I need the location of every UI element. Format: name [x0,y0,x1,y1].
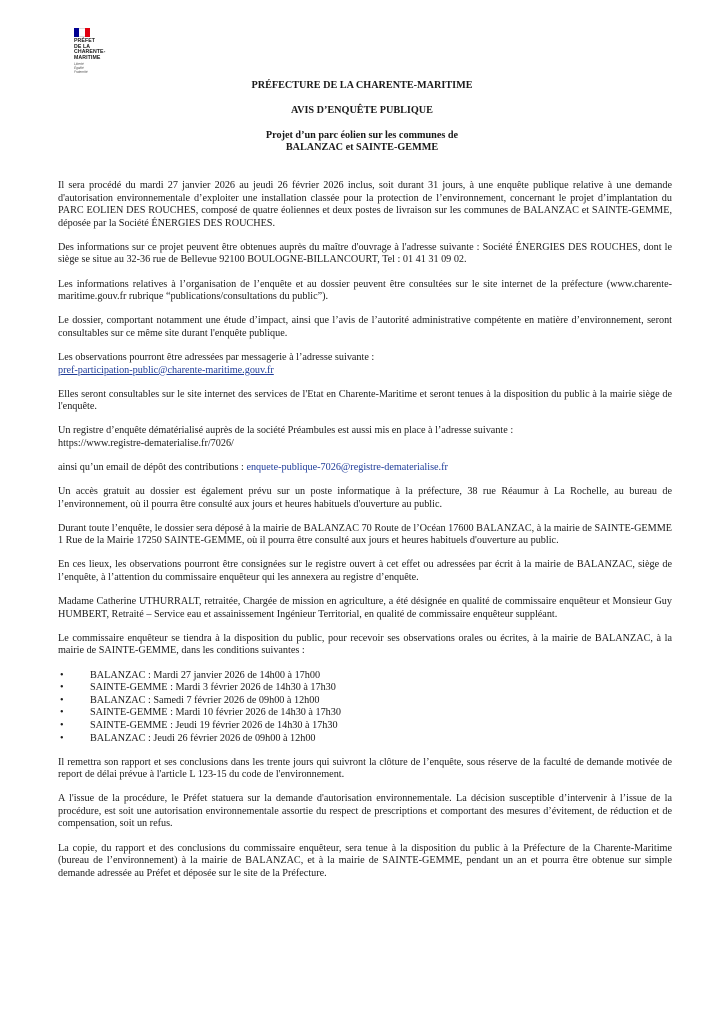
schedule-item: • SAINTE-GEMME : Mardi 10 février 2026 de 14h30 à 17h30 [60,707,341,719]
paragraph-town-halls: Durant toute l’enquête, le dossier sera déposé à la mairie de BALANZAC 70 Route de l’Océan 17600 BALANZAC, à la mairie de SAINTE-GEMME 1 Rue de la Mairie 17250 SAINTE-GEMME, où il pourra être consulté aux jours et heures habituels d'ouverture au public. [58,522,672,547]
schedule-item: • SAINTE-GEMME : Jeudi 19 février 2026 de 14h30 à 17h30 [60,719,338,731]
paragraph-observations-email [58,352,672,377]
paragraph-contribution-email [58,462,672,475]
flag-icon [74,28,90,37]
logo-motto-3: Fraternité [74,69,88,74]
paragraph-contractor: Des informations sur ce projet peuvent être obtenues auprès du maître d'ouvrage à l'adresse suivante : Société ÉNERGIES DES ROUCHES, dont le siège se situe au 32-36 rue de Bellevue 92100 BOULOGNE-BILLANCOURT, Tel : 01 41 31 09 02. [58,241,672,266]
prefecture-email-link[interactable]: pref-participation-public@charente-maritime.gouv.fr [58,364,274,376]
paragraph-register: En ces lieux, les observations pourront être consignées sur le registre ouvert à cet effet ou adressées par écrit à la mairie de BALANZAC, siège de l’enquête, à l’attention du commissaire enquêteur qui les annexera au registre d’enquête. [58,559,672,584]
paragraph-info-website: Les informations relatives à l’organisation de l’enquête et au dossier peuvent être consultées sur le site internet de la préfecture (www.charente-maritime.gouv.fr rubrique “publications/consultations du public”). [58,278,672,303]
logo-motto-2: Égalité [74,65,84,70]
paragraph-consultation: Elles seront consultables sur le site internet des services de l'Etat en Charente-Maritime et seront tenues à la disposition du public à la mairie siège de l'enquête. [58,388,672,413]
paragraph-registry [58,425,672,450]
logo-line-1: PRÉFET [74,38,96,44]
paragraph-dates: Il sera procédé du mardi 27 janvier 2026 au jeudi 26 février 2026 inclus, soit durant 31 jours, à une enquête publique relative à une demande d'autorisation environnementale d’exploiter une installation classée pour la protection de l’environnement, concernant le projet d’implantation du PARC EOLIEN DES ROUCHES, composé de quatre éoliennes et deux postes de livraison sur les communes de BALANZAC et SAINTE-GEMME, déposée par la Société ÉNERGIES DES ROUCHES. [58,180,672,229]
logo-line-2: DE LA [74,43,91,50]
contribution-email-link[interactable]: enquete-publique-7026@registre-dematerialise.fr [246,462,448,473]
paragraph-report: Il remettra son rapport et ses conclusions dans les trente jours qui suivront la clôture de l’enquête, sous réserve de la faculté de demande motivée de report de délai prévue à l'article L 123-15 du code de l'environnement. [58,756,672,781]
paragraph-copy: La copie, du rapport et des conclusions du commissaire enquêteur, sera tenue à la disposition du public à la Préfecture de la Charente-Maritime (bureau de l’environnement) à la mairie de BALANZAC, et à la mairie de SAINTE-GEMME, pendant un an et pourra être obtenue sur simple demande adressée au Préfet et déposée sur le site de la Préfecture. [58,842,672,879]
contribution-intro: ainsi qu’un email de dépôt des contributions : [58,462,247,473]
paragraph-decision: A l'issue de la procédure, le Préfet statuera sur la demande d'autorisation environnementale. La décision susceptible d’intervenir à l’issue de la procédure, est soit une autorisation environnementale assortie du respect de prescriptions et comportant des mesures d’évitement, de réduction et de compensation, soit un refus. [58,793,672,830]
schedule-item: • BALANZAC : Mardi 27 janvier 2026 de 14h00 à 17h00 [60,669,321,681]
project-title-line-2: BALANZAC et SAINTE-GEMME [285,142,439,153]
registry-intro: Un registre d’enquête dématérialisé auprès de la société Préambules est aussi mis en place à l’adresse suivante : [58,425,514,437]
project-title-line-1: Projet d’un parc éolien sur les communes de [265,130,459,141]
prefet-logo [70,28,130,74]
observations-intro: Les observations pourront être adressées par messagerie à l’adresse suivante : [58,351,375,363]
notice-title: AVIS D’ENQUÊTE PUBLIQUE [291,105,433,116]
paragraph-commissioners: Madame Catherine UTHURRALT, retraitée, Chargée de mission en agriculture, a été désignée en qualité de commissaire enquêteur et Monsieur Guy HUMBERT, Retraité – Service eau et assainissement Ingénieur Territorial, en qualité de commissaire enquêteur suppléant. [58,596,672,620]
paragraph-availability: Le commissaire enquêteur se tiendra à la disposition du public, pour recevoir ses observations orales ou écrites, à la mairie de BALANZAC, à la mairie de SAINTE-GEMME, dans les conditions suivantes : [58,632,672,657]
logo-motto-1: Liberté [74,62,84,67]
logo-line-4: MARITIME [74,54,101,61]
schedule-item: • BALANZAC : Samedi 7 février 2026 de 09h00 à 12h00 [60,694,320,706]
schedule-item: • SAINTE-GEMME : Mardi 3 février 2026 de 14h30 à 17h30 [60,682,336,694]
paragraph-free-access: Un accès gratuit au dossier est également prévu sur un poste informatique à la préfecture, 38 rue Réaumur à La Rochelle, au bureau de l’environnement, où il pourra être consulté aux jours et heures habituels d'ouverture au public. [58,486,672,510]
logo-line-3: CHARENTE- [74,49,106,56]
schedule-list [58,670,672,746]
prefecture-title: PRÉFECTURE DE LA CHARENTE-MARITIME [251,80,473,91]
notice-body [58,180,672,892]
paragraph-dossier: Le dossier, comportant notamment une étude d’impact, ainsi que l’avis de l’autorité administrative compétente en matière d’environnement, seront consultables sur ce même site durant l'enquête publique. [58,315,672,339]
schedule-item: • BALANZAC : Jeudi 26 février 2026 de 09h00 à 12h00 [60,732,316,744]
registry-url[interactable]: https://www.registre-dematerialise.fr/7026/ [58,437,234,449]
